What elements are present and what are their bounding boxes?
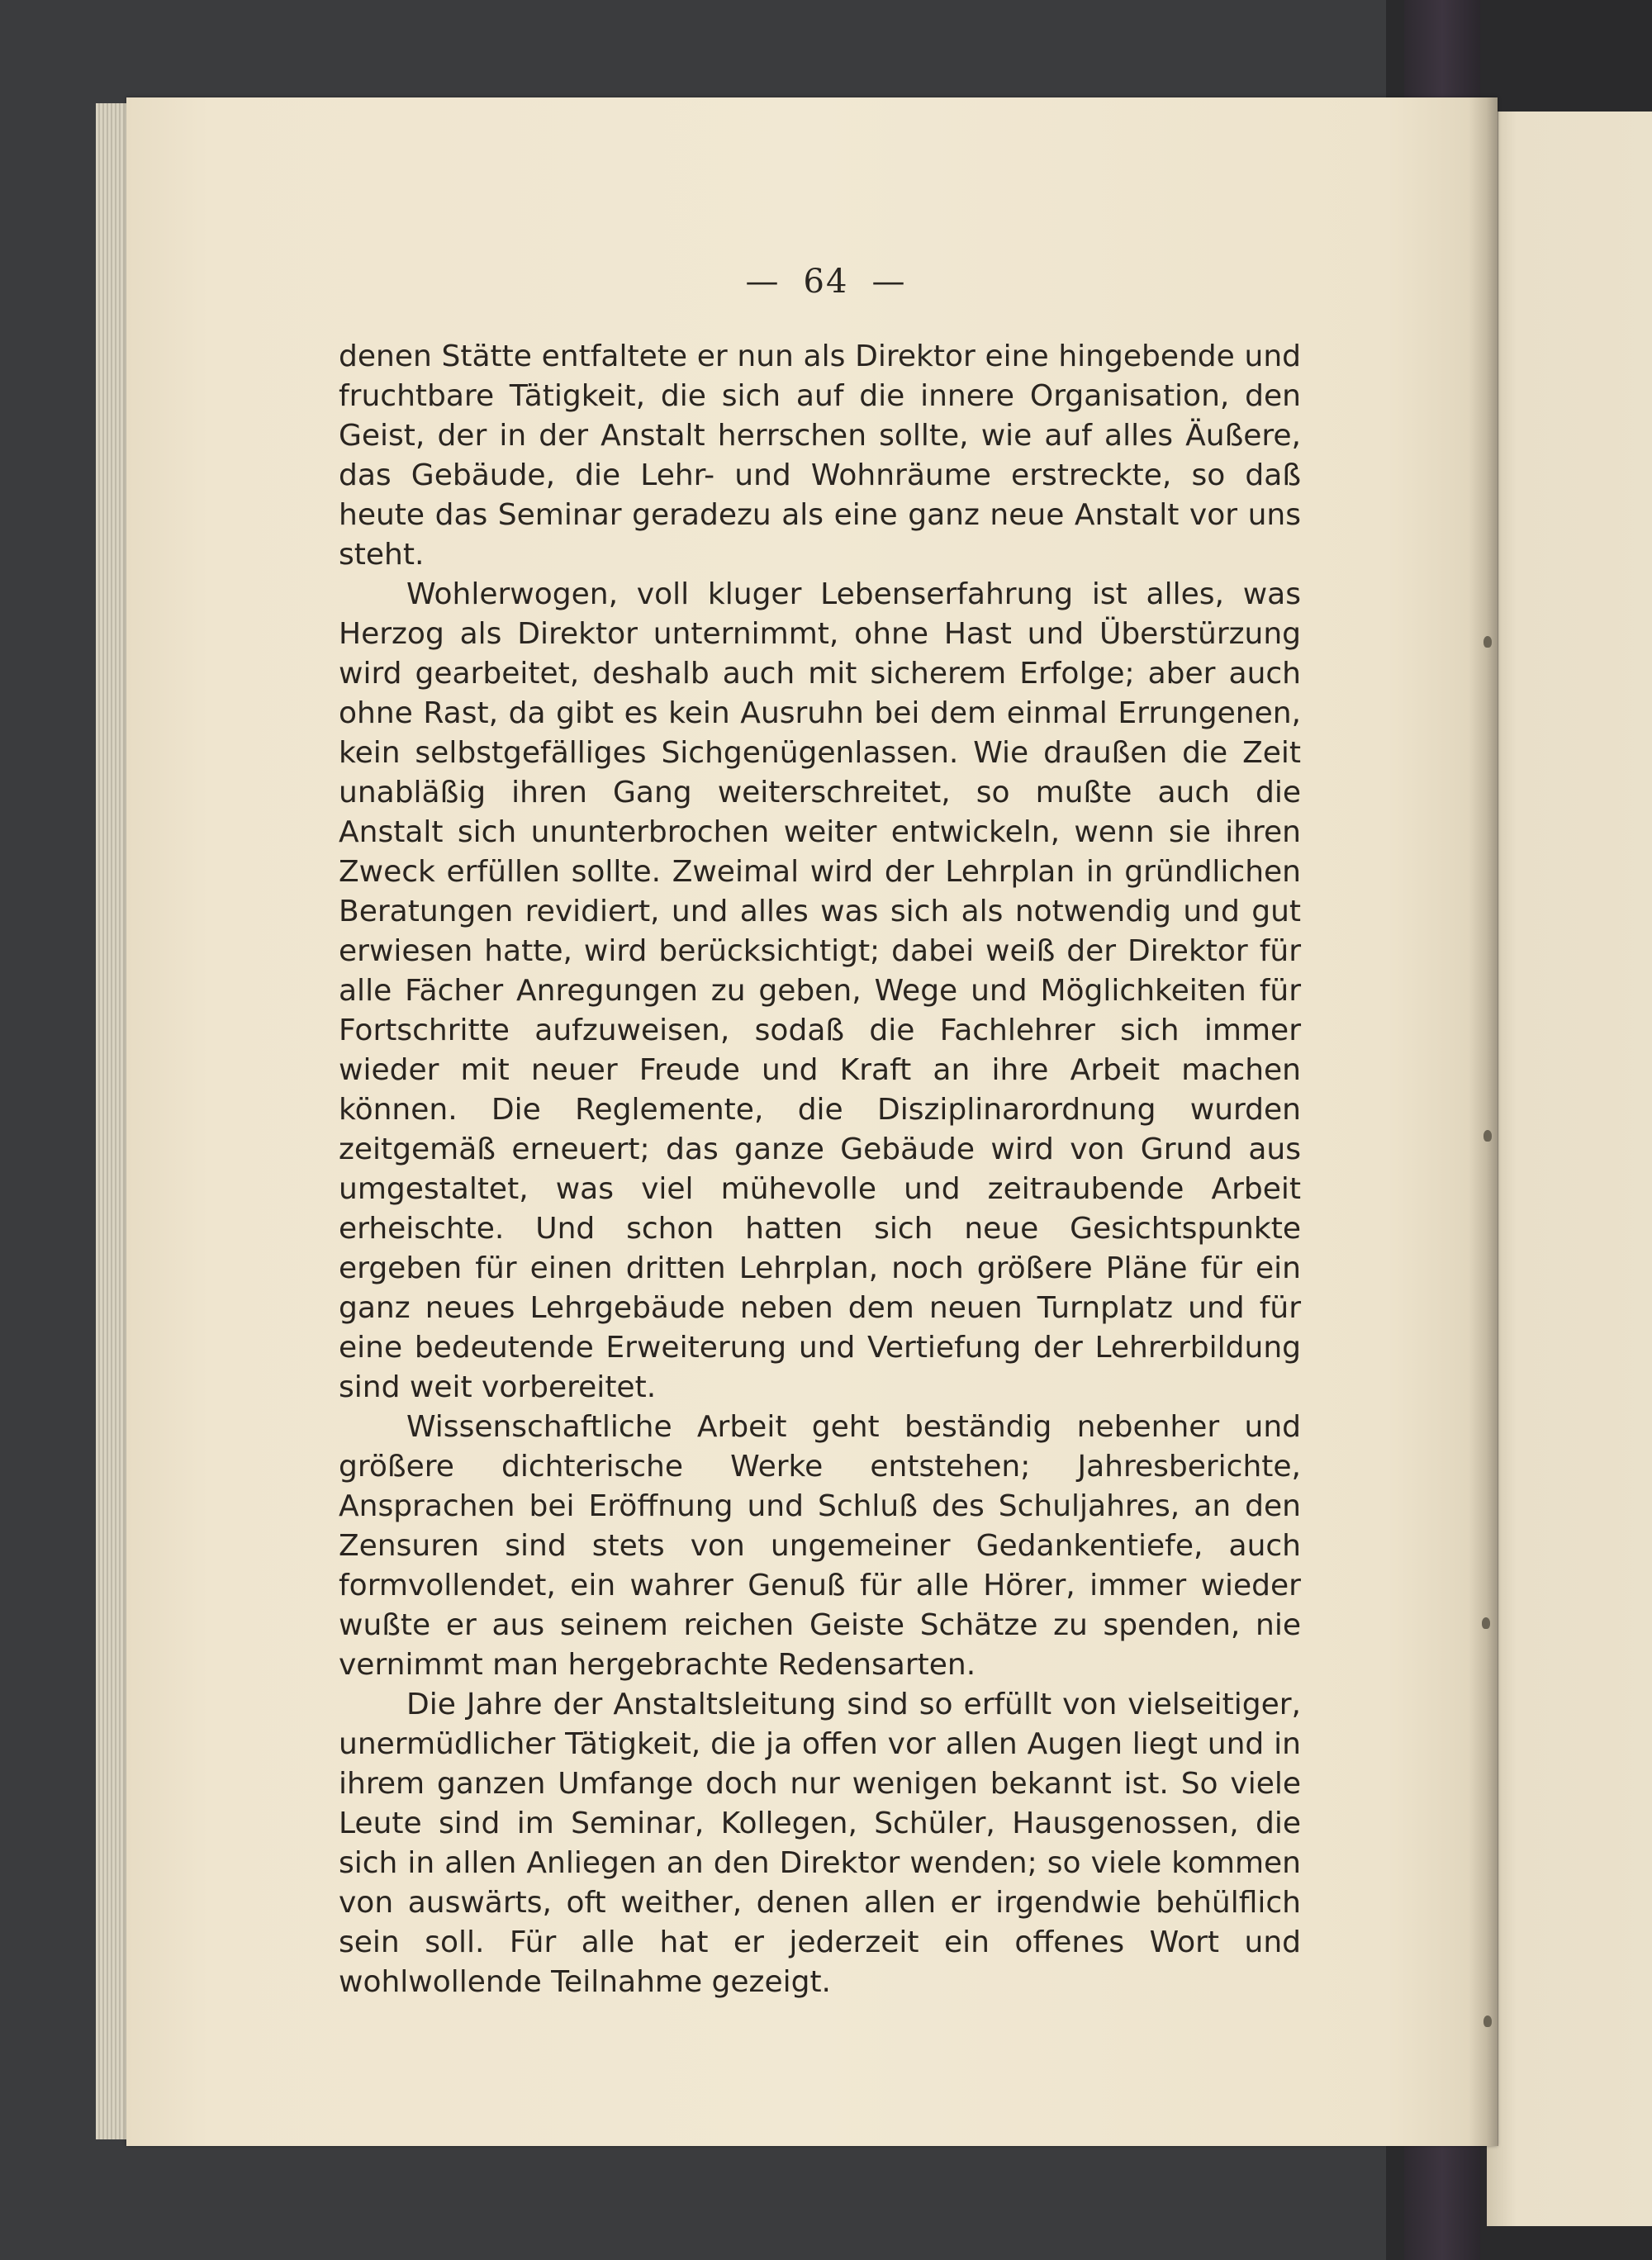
page-number-header (0, 263, 1652, 301)
page-gutter-shadow (1469, 97, 1498, 2146)
binding-thread-mark (1483, 2015, 1492, 2027)
page-number: 64 (803, 263, 849, 301)
dash-right: — (871, 263, 907, 301)
paragraph-4: Die Jahre der Anstaltsleitung sind so erfüllt von vielseitiger, unermüdlicher Tätigkeit, die ja offen vor allen Augen liegt und in ihrem ganzen Umfange doch nur wenigen bekannt ist. So viele Leute sind im Seminar, Kollegen, Schüler, Hausgenossen, die sich in allen Anliegen an den Direktor wenden; so viele kommen von auswärts, oft weither, denen allen er irgendwie behülflich sein soll. Für alle hat er jederzeit ein offenes Wort und wohlwollende Teilnahme gezeigt. (339, 1688, 1301, 1999)
paragraph-3: Wissenschaftliche Arbeit geht beständig nebenher und größere dichterische Werke entstehen; Jahresberichte, Ansprachen bei Eröffnung und Schluß des Schuljahres, an den Zensuren sind stets von ungemeiner Gedankentiefe, auch formvollendet, ein wahrer Genuß für alle Hörer, immer wieder wußte er aus seinem reichen Geiste Schätze zu spenden, nie vernimmt man hergebrachte Redensarten. (339, 1410, 1301, 1682)
paragraph-1: denen Stätte entfaltete er nun als Direktor eine hingebende und fruchtbare Tätigkeit, die sich auf die innere Organisation, den Geist, der in der Anstalt herrschen sollte, wie auf alles Äußere, das Gebäude, die Lehr- und Wohnräume erstreckte, so daß heute das Seminar geradezu als eine ganz neue Anstalt vor uns steht. (339, 339, 1301, 572)
binding-thread-mark (1482, 1617, 1490, 1629)
body-text (339, 337, 1301, 2002)
paragraph-2: Wohlerwogen, voll kluger Lebenserfahrung ist alles, was Herzog als Direktor unternimmt, ohne Hast und Überstürzung wird gearbeitet, deshalb auch mit sicherem Erfolge; aber auch ohne Rast, da gibt es kein Ausruhn bei dem einmal Errungenen, kein selbstgefälliges Sichgenügenlassen. Wie draußen die Zeit unabläßig ihren Gang weiterschreitet, so mußte auch die Anstalt sich ununterbrochen weiter entwickeln, wenn sie ihren Zweck erfüllen sollte. Zweimal wird der Lehrplan in gründlichen Beratungen revidiert, und alles was sich als notwendig und gut erwiesen hatte, wird berücksichtigt; dabei weiß der Direktor für alle Fächer Anregungen zu geben, Wege und Möglichkeiten für Fortschritte aufzuweisen, sodaß die Fachlehrer sich immer wieder mit neuer Freude und Kraft an ihre Arbeit machen können. Die Reglemente, die Disziplinarordnung wurden zeitgemäß erneuert; das ganze Gebäude wird von Grund aus umgestaltet, was viel mühevolle und zeitraubende Arbeit erheischte. Und schon hatten sich neue Gesichtspunkte ergeben für einen dritten Lehrplan, noch größere Pläne für ein ganz neues Lehrgebäude neben dem neuen Turnplatz und für eine bedeutende Erweiterung und Vertiefung der Lehrerbildung sind weit vorbereitet. (339, 577, 1301, 1404)
binding-thread-mark (1483, 1130, 1492, 1142)
dash-left: — (745, 263, 781, 301)
facing-page-edge (1487, 112, 1652, 2226)
binding-thread-mark (1483, 636, 1492, 648)
